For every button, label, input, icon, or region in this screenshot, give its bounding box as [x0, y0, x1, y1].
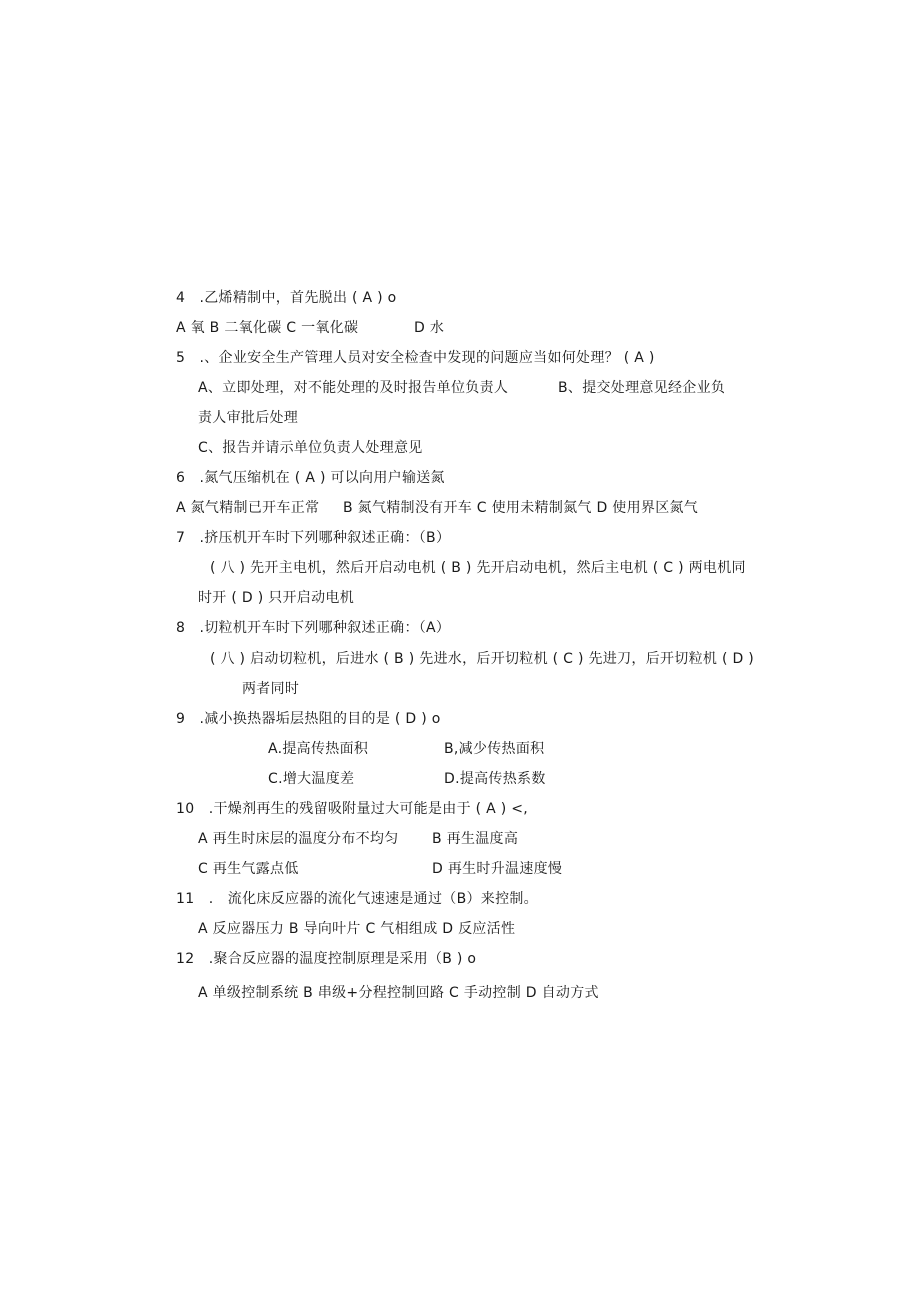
- question-5-option-b: B、提交处理意见经企业负: [558, 380, 726, 396]
- question-4-options-abc: A 氧 B 二氧化碳 C 一氧化碳: [176, 320, 359, 336]
- question-6: 6 .氮气压缩机在 ( A ) 可以向用户输送氮: [176, 470, 445, 486]
- question-10-option-d: D 再生时升温速度慢: [432, 861, 563, 877]
- question-8-options-line-1: ( 八 ) 启动切粒机，后进水 ( B ) 先进水，后开切粒机 ( C ) 先进刀，后开切粒机 ( D ): [210, 651, 755, 667]
- question-10-option-a: A 再生时床层的温度分布不均匀: [198, 831, 399, 847]
- question-8-options-line-2: 两者同时: [242, 681, 300, 697]
- question-5-option-b-continued: 责人审批后处理: [198, 410, 299, 426]
- question-8: 8 .切粒机开车时下列哪种叙述正确：（A）: [176, 620, 451, 636]
- question-9-option-c: C.增大温度差: [268, 771, 355, 787]
- question-4: 4 .乙烯精制中，首先脱出 ( A ) o: [176, 290, 397, 306]
- question-11-options: A 反应器压力 B 导向叶片 C 气相组成 D 反应活性: [198, 921, 516, 937]
- question-4-option-d: D 水: [414, 320, 445, 336]
- question-5-option-c: C、报告并请示单位负责人处理意见: [198, 440, 423, 456]
- question-7: 7 .挤压机开车时下列哪种叙述正确：（B）: [176, 530, 451, 546]
- question-10-option-b: B 再生温度高: [432, 831, 519, 847]
- question-9-option-b: B,减少传热面积: [444, 741, 545, 757]
- question-12: 12 .聚合反应器的温度控制原理是采用（B ) o: [176, 951, 477, 967]
- question-7-options-line-1: ( 八 ) 先开主电机，然后开启动电机 ( B ) 先开启动电机，然后主电机 ( C ) 两电机同: [210, 560, 746, 576]
- question-5-option-a: A、立即处理，对不能处理的及时报告单位负责人: [198, 380, 509, 396]
- question-12-options: A 单级控制系统 B 串级+分程控制回路 C 手动控制 D 自动方式: [198, 985, 599, 1001]
- question-7-options-line-2: 时开 ( D ) 只开启动电机: [198, 590, 355, 606]
- question-11: 11 . 流化床反应器的流化气速速是通过（B）来控制。: [176, 891, 538, 907]
- question-10: 10 .干燥剂再生的残留吸附量过大可能是由于 ( A ) <,: [176, 801, 529, 817]
- question-9-option-a: A.提高传热面积: [268, 741, 369, 757]
- question-6-option-a: A 氮气精制已开车正常: [176, 500, 320, 516]
- question-6-options-bcd: B 氮气精制没有开车 C 使用未精制氮气 D 使用界区氮气: [343, 500, 699, 516]
- question-9: 9 .减小换热器垢层热阻的目的是 ( D ) o: [176, 711, 441, 727]
- question-10-option-c: C 再生气露点低: [198, 861, 299, 877]
- question-5: 5 .、企业安全生产管理人员对安全检查中发现的问题应当如何处理？ ( A ): [176, 350, 655, 366]
- question-9-option-d: D.提高传热系数: [444, 771, 546, 787]
